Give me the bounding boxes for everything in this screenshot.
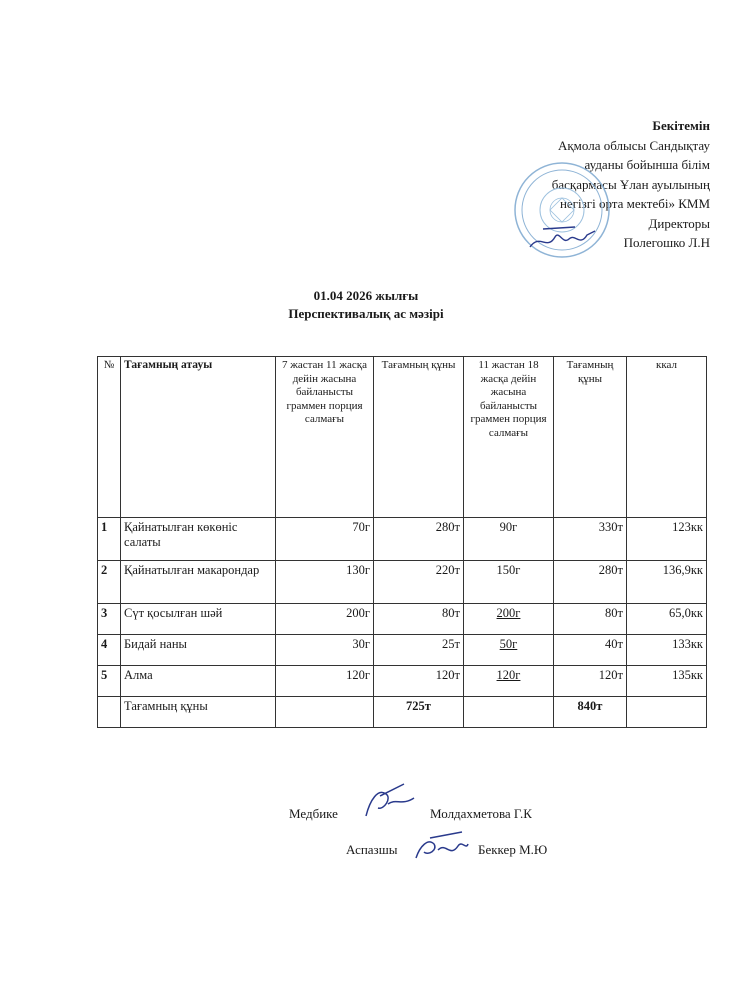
price-11-18: 40т — [554, 635, 627, 666]
approval-line: Директоры — [648, 215, 710, 231]
row-number: 2 — [98, 561, 121, 604]
kcal: 133кк — [627, 635, 707, 666]
price-11-18: 280т — [554, 561, 627, 604]
approval-line: Ақмола облысы Сандықтау — [557, 137, 710, 153]
approval-line: басқармасы Ұлан ауылының — [551, 176, 710, 192]
total-price-7-11: 725т — [374, 697, 464, 728]
column-header: Тағамның құны — [554, 357, 627, 518]
table-row — [98, 518, 707, 561]
row-number: 3 — [98, 604, 121, 635]
total-label: Тағамның құны — [121, 697, 276, 728]
menu-title: Перспективалық ас мәзірі — [288, 306, 444, 321]
approval-heading: Бекітемін — [652, 118, 710, 133]
portion-11-18: 150г — [464, 561, 554, 604]
price-7-11: 120т — [374, 666, 464, 697]
total-empty-cell — [276, 697, 374, 728]
row-number: 5 — [98, 666, 121, 697]
cook-role: Аспазшы — [346, 842, 398, 857]
menu-date: 01.04 2026 жылғы — [313, 288, 419, 303]
kcal: 135кк — [627, 666, 707, 697]
row-number: 4 — [98, 635, 121, 666]
table-row — [98, 635, 707, 666]
price-7-11: 25т — [374, 635, 464, 666]
dish-name: Алма — [121, 666, 276, 697]
dish-name: Қайнатылған макарондар — [121, 561, 276, 604]
table-header-row — [98, 357, 707, 518]
kcal: 65,0кк — [627, 604, 707, 635]
dish-name: Бидай наны — [121, 635, 276, 666]
table-row — [98, 666, 707, 697]
approval-line: негізгі орта мектебі» КММ — [559, 196, 710, 211]
portion-11-18: 90г — [464, 518, 554, 561]
total-row — [98, 697, 707, 728]
total-empty-cell — [464, 697, 554, 728]
column-header: 7 жастан 11 жасқа дейін жасына байланысты граммен порция салмағы — [276, 357, 374, 518]
director-signature — [525, 225, 605, 255]
column-header: ккал — [627, 357, 707, 518]
approval-line: ауданы бойынша білім — [584, 157, 710, 172]
portion-11-18: 200г — [464, 604, 554, 635]
total-empty-cell — [98, 697, 121, 728]
price-11-18: 330т — [554, 518, 627, 561]
table-row — [98, 561, 707, 604]
column-header: Тағамның құны — [374, 357, 464, 518]
nurse-signature — [358, 780, 418, 822]
price-11-18: 120т — [554, 666, 627, 697]
portion-7-11: 130г — [276, 561, 374, 604]
price-7-11: 280т — [374, 518, 464, 561]
nurse-role: Медбике — [289, 806, 338, 821]
column-header: 11 жастан 18 жасқа дейін жасына байланысты граммен порция салмағы — [464, 357, 554, 518]
cook-signature — [410, 828, 472, 868]
total-price-11-18: 840т — [554, 697, 627, 728]
column-header: № — [98, 357, 121, 518]
portion-11-18: 120г — [464, 666, 554, 697]
portion-7-11: 120г — [276, 666, 374, 697]
row-number: 1 — [98, 518, 121, 561]
dish-name: Сүт қосылған шәй — [121, 604, 276, 635]
column-header: Тағамның атауы — [121, 357, 276, 518]
menu-table — [97, 356, 707, 728]
cook-name: Беккер М.Ю — [478, 842, 548, 857]
portion-7-11: 70г — [276, 518, 374, 561]
portion-7-11: 200г — [276, 604, 374, 635]
kcal: 136,9кк — [627, 561, 707, 604]
dish-name: Қайнатылған көкөніс салаты — [121, 518, 276, 561]
approval-line: Полегошко Л.Н — [623, 235, 710, 250]
portion-7-11: 30г — [276, 635, 374, 666]
kcal: 123кк — [627, 518, 707, 561]
nurse-name: Молдахметова Г.К — [430, 806, 532, 821]
portion-11-18: 50г — [464, 635, 554, 666]
total-empty-cell — [627, 697, 707, 728]
price-11-18: 80т — [554, 604, 627, 635]
price-7-11: 80т — [374, 604, 464, 635]
price-7-11: 220т — [374, 561, 464, 604]
table-row — [98, 604, 707, 635]
